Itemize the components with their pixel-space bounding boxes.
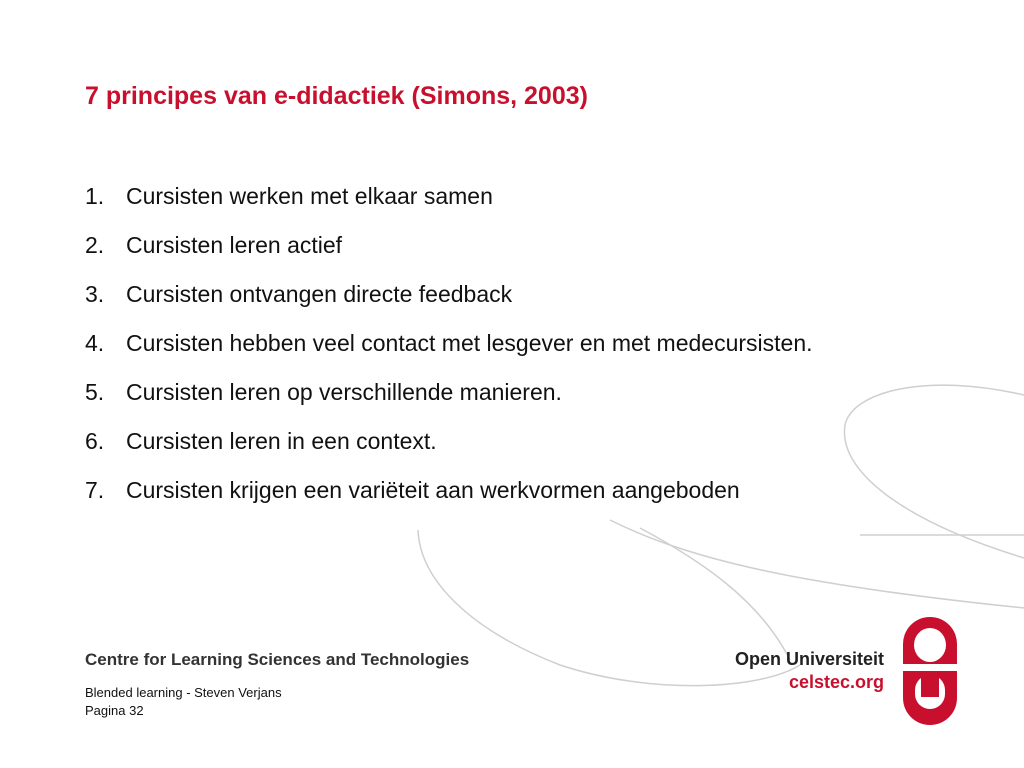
list-item bbox=[85, 180, 865, 212]
open-universiteit-logo-icon bbox=[895, 615, 965, 727]
list-item-number: 1. bbox=[85, 183, 105, 209]
website-label: celstec.org bbox=[788, 672, 884, 692]
principles-list bbox=[85, 180, 865, 523]
list-item bbox=[85, 474, 865, 506]
footer-page-number: Pagina 32 bbox=[85, 703, 144, 718]
list-item-text: Cursisten krijgen een variëteit aan werkvormen aangeboden bbox=[126, 477, 740, 503]
university-name: Open Universiteit bbox=[734, 649, 884, 669]
list-item-text: Cursisten leren actief bbox=[126, 232, 343, 258]
centre-name: Centre for Learning Sciences and Technologies bbox=[85, 650, 470, 669]
list-item-text: Cursisten werken met elkaar samen bbox=[126, 183, 493, 209]
list-item-number: 4. bbox=[85, 330, 105, 356]
list-item-text: Cursisten hebben veel contact met lesgever en met medecursisten. bbox=[126, 330, 813, 356]
list-item bbox=[85, 278, 865, 310]
list-item bbox=[85, 229, 865, 261]
list-item bbox=[85, 425, 865, 457]
university-branding bbox=[735, 648, 884, 694]
footer bbox=[85, 684, 282, 720]
list-item-number: 3. bbox=[85, 281, 105, 307]
list-item-text: Cursisten leren in een context. bbox=[126, 428, 437, 454]
list-item-text: Cursisten ontvangen directe feedback bbox=[126, 281, 513, 307]
slide-title: 7 principes van e-didactiek (Simons, 2003) bbox=[85, 82, 588, 110]
list-item bbox=[85, 327, 865, 359]
list-item-number: 2. bbox=[85, 232, 105, 258]
list-item-number: 6. bbox=[85, 428, 105, 454]
list-item-number: 7. bbox=[85, 477, 105, 503]
footer-presentation: Blended learning - Steven Verjans bbox=[85, 685, 282, 700]
list-item-number: 5. bbox=[85, 379, 105, 405]
list-item bbox=[85, 376, 865, 408]
list-item-text: Cursisten leren op verschillende manieren. bbox=[126, 379, 562, 405]
